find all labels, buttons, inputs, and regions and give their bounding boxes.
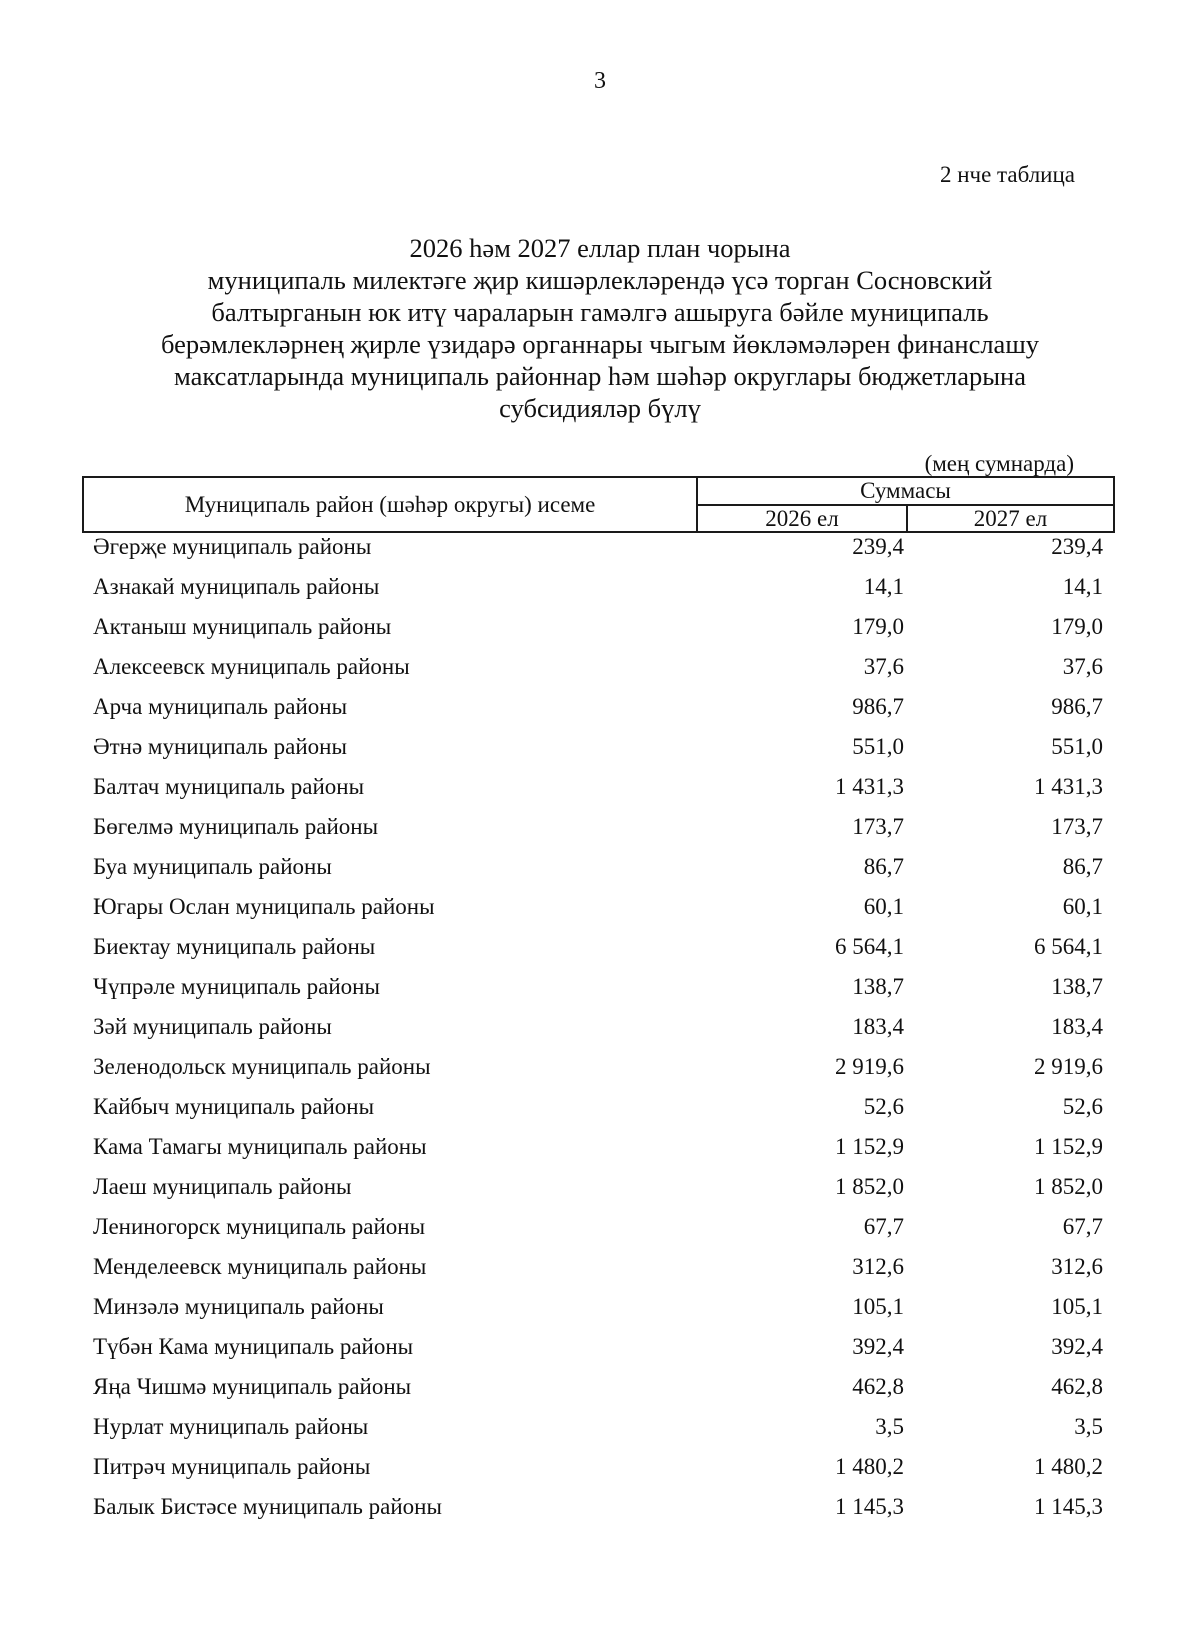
- row-amount-2027: 67,7: [1062, 1214, 1103, 1239]
- table-row: [0, 808, 1200, 848]
- table-row: [0, 608, 1200, 648]
- row-amount-2026: 1 145,3: [835, 1494, 904, 1519]
- row-amount-2026: 173,7: [852, 814, 904, 839]
- table-label: 2 нче таблица: [939, 162, 1075, 187]
- header-name-label: Муниципаль район (шәһәр округы) исеме: [184, 491, 596, 517]
- row-amount-2027: 462,8: [1051, 1374, 1103, 1399]
- row-amount-2026: 1 152,9: [835, 1134, 904, 1159]
- row-amount-2027: 1 431,3: [1034, 774, 1103, 799]
- row-amount-2026: 14,1: [863, 574, 904, 599]
- table-row: [0, 1288, 1200, 1328]
- row-district-name: Яңа Чишмә муниципаль районы: [93, 1374, 412, 1399]
- row-amount-2026: 183,4: [852, 1014, 904, 1039]
- row-amount-2027: 173,7: [1051, 814, 1103, 839]
- table-row: [0, 1208, 1200, 1248]
- table-row: [0, 1048, 1200, 1088]
- row-amount-2027: 14,1: [1062, 574, 1103, 599]
- table-row: [0, 728, 1200, 768]
- row-district-name: Әгерҗе муниципаль районы: [93, 534, 372, 559]
- row-district-name: Минзәлә муниципаль районы: [93, 1294, 384, 1319]
- table-row: [0, 968, 1200, 1008]
- row-amount-2027: 986,7: [1051, 694, 1103, 719]
- title-line: муниципаль милектәге җир кишәрлекләрендә үсә торган Сосновский: [207, 265, 993, 295]
- row-district-name: Балтач муниципаль районы: [93, 774, 365, 799]
- row-district-name: Нурлат муниципаль районы: [93, 1414, 369, 1439]
- table-row: [0, 1088, 1200, 1128]
- row-amount-2027: 1 480,2: [1034, 1454, 1103, 1479]
- table-header: [82, 476, 1115, 533]
- header-amount-cell: Суммасы: [698, 478, 1113, 506]
- table-body: [0, 528, 1200, 1528]
- table-row: [0, 888, 1200, 928]
- page-number: 3: [594, 68, 606, 94]
- row-amount-2027: 52,6: [1062, 1094, 1103, 1119]
- table-row: [0, 528, 1200, 568]
- row-amount-2027: 1 852,0: [1034, 1174, 1103, 1199]
- row-amount-2027: 312,6: [1051, 1254, 1103, 1279]
- title-line: субсидияләр бүлү: [499, 393, 701, 423]
- row-amount-2026: 86,7: [863, 854, 904, 879]
- row-amount-2026: 2 919,6: [835, 1054, 904, 1079]
- row-amount-2026: 392,4: [852, 1334, 904, 1359]
- row-amount-2027: 551,0: [1051, 734, 1103, 759]
- row-amount-2027: 86,7: [1062, 854, 1103, 879]
- row-amount-2026: 6 564,1: [835, 934, 904, 959]
- row-district-name: Чүпрәле муниципаль районы: [93, 974, 380, 999]
- table-row: [0, 688, 1200, 728]
- row-amount-2026: 1 431,3: [835, 774, 904, 799]
- row-amount-2027: 1 145,3: [1034, 1494, 1103, 1519]
- row-amount-2026: 60,1: [863, 894, 904, 919]
- row-amount-2026: 986,7: [852, 694, 904, 719]
- row-amount-2027: 183,4: [1051, 1014, 1103, 1039]
- row-amount-2027: 37,6: [1062, 654, 1103, 679]
- table-row: [0, 1488, 1200, 1528]
- row-amount-2027: 239,4: [1051, 534, 1103, 559]
- table-row: [0, 1128, 1200, 1168]
- table-row: [0, 768, 1200, 808]
- header-year-2026-cell: 2026 ел: [698, 506, 908, 531]
- row-district-name: Арча муниципаль районы: [93, 694, 348, 719]
- title-line: максатларында муниципаль районнар һәм шәһәр округлары бюджетларына: [173, 361, 1026, 391]
- row-amount-2026: 67,7: [863, 1214, 904, 1239]
- row-amount-2026: 1 852,0: [835, 1174, 904, 1199]
- header-year-2027-cell: 2027 ел: [973, 506, 1048, 531]
- row-amount-2027: 60,1: [1062, 894, 1103, 919]
- row-district-name: Буа муниципаль районы: [93, 854, 332, 879]
- table-row: [0, 848, 1200, 888]
- row-amount-2027: 179,0: [1051, 614, 1103, 639]
- row-amount-2026: 239,4: [852, 534, 904, 559]
- title-line: берәмлекләрнең җирле үзидарә органнары чыгым йөкләмәләрен финанслашу: [161, 329, 1039, 359]
- row-amount-2026: 138,7: [852, 974, 904, 999]
- row-district-name: Менделеевск муниципаль районы: [93, 1254, 427, 1279]
- table-row: [0, 928, 1200, 968]
- row-district-name: Югары Ослан муниципаль районы: [93, 894, 435, 919]
- row-amount-2026: 462,8: [852, 1374, 904, 1399]
- table-row: [0, 1168, 1200, 1208]
- row-amount-2027: 105,1: [1051, 1294, 1103, 1319]
- table-row: [0, 568, 1200, 608]
- row-amount-2026: 52,6: [863, 1094, 904, 1119]
- row-district-name: Балык Бистәсе муниципаль районы: [93, 1494, 442, 1519]
- row-district-name: Питрәч муниципаль районы: [93, 1454, 371, 1479]
- table-row: [0, 1368, 1200, 1408]
- row-district-name: Әтнә муниципаль районы: [93, 734, 347, 759]
- table-row: [0, 1008, 1200, 1048]
- row-district-name: Биектау муниципаль районы: [93, 934, 376, 959]
- title-line: балтырганын юк итү чараларын гамәлгә ашыруга бәйле муниципаль: [211, 297, 989, 327]
- row-amount-2027: 3,5: [1074, 1414, 1103, 1439]
- row-district-name: Кайбыч муниципаль районы: [93, 1094, 375, 1119]
- row-district-name: Түбән Кама муниципаль районы: [93, 1334, 414, 1359]
- title-line: 2026 һәм 2027 еллар план чорына: [409, 233, 791, 263]
- table-row: [0, 1448, 1200, 1488]
- row-district-name: Кама Тамагы муниципаль районы: [93, 1134, 427, 1159]
- row-amount-2026: 1 480,2: [835, 1454, 904, 1479]
- row-district-name: Бөгелмә муниципаль районы: [93, 814, 379, 839]
- row-amount-2026: 551,0: [852, 734, 904, 759]
- row-district-name: Зәй муниципаль районы: [93, 1014, 332, 1039]
- header-name-cell: [84, 478, 698, 531]
- row-amount-2027: 2 919,6: [1034, 1054, 1103, 1079]
- units-note: (мең сумнарда): [924, 451, 1074, 476]
- table-row: [0, 1408, 1200, 1448]
- row-amount-2026: 179,0: [852, 614, 904, 639]
- row-district-name: Актаныш муниципаль районы: [93, 614, 392, 639]
- row-amount-2026: 37,6: [863, 654, 904, 679]
- row-district-name: Лениногорск муниципаль районы: [93, 1214, 426, 1239]
- row-district-name: Азнакай муниципаль районы: [93, 574, 380, 599]
- table-row: [0, 648, 1200, 688]
- row-amount-2027: 138,7: [1051, 974, 1103, 999]
- row-amount-2026: 312,6: [852, 1254, 904, 1279]
- table-row: [0, 1328, 1200, 1368]
- row-district-name: Зеленодольск муниципаль районы: [93, 1054, 431, 1079]
- row-amount-2026: 3,5: [875, 1414, 904, 1439]
- row-amount-2027: 6 564,1: [1034, 934, 1103, 959]
- table-row: [0, 1248, 1200, 1288]
- row-amount-2027: 1 152,9: [1034, 1134, 1103, 1159]
- row-amount-2027: 392,4: [1051, 1334, 1103, 1359]
- document-title: [100, 232, 1100, 424]
- row-district-name: Алексеевск муниципаль районы: [93, 654, 410, 679]
- row-amount-2026: 105,1: [852, 1294, 904, 1319]
- row-district-name: Лаеш муниципаль районы: [93, 1174, 352, 1199]
